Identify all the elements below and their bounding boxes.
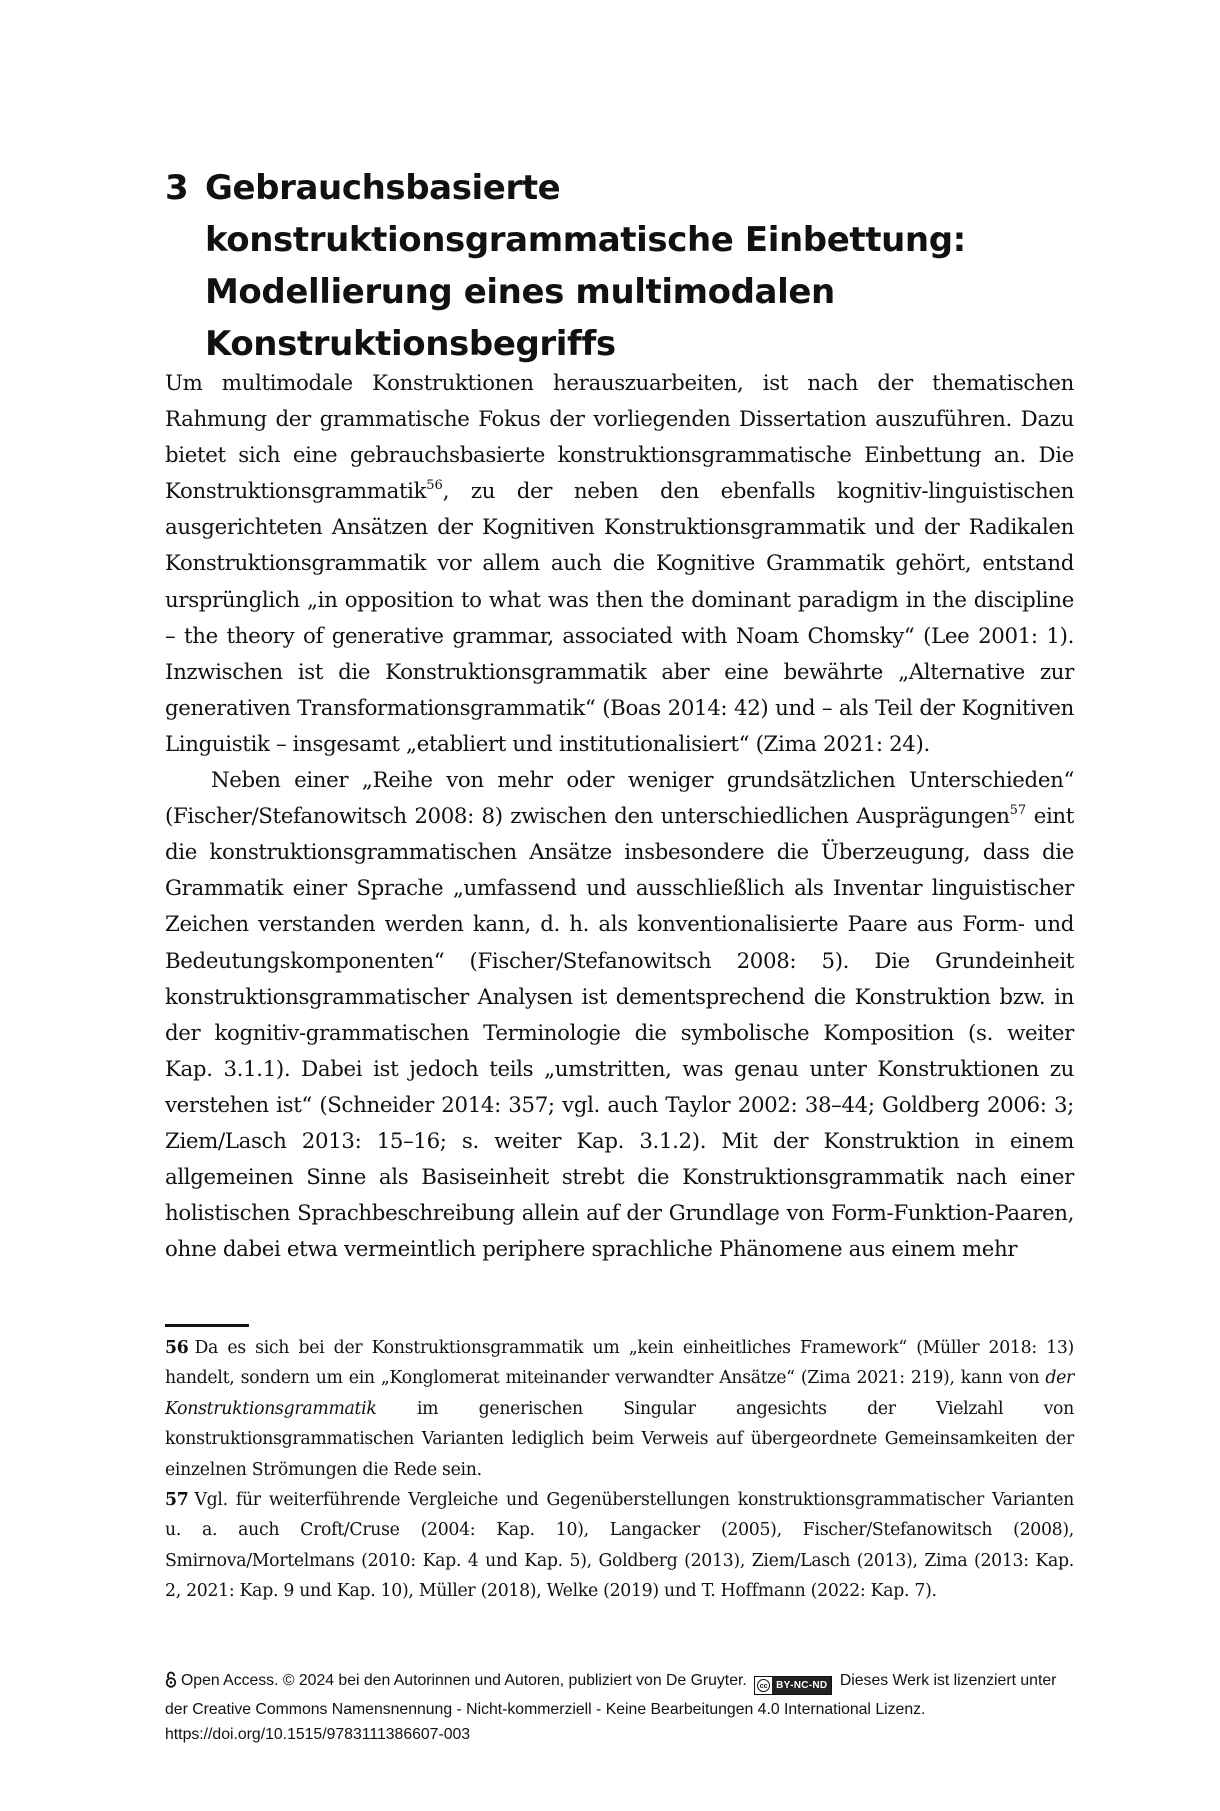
chapter-heading [165,162,1085,370]
paragraph-1-text-a: Um multimodale Konstruktionen herauszuarbeiten, ist nach der thematischen Rahmung der grammatische Fokus der vorliegenden Dissertation auszuführen. Dazu bietet sich eine gebrauchsbasierte konstruktionsgrammatische Einbettung an. Die Konstruktionsgrammatik [165,371,1074,505]
footnotes [165,1333,1074,1607]
cc-icon: cc [757,1679,770,1692]
footnote-56 [165,1333,1074,1485]
footnote-57-text: Vgl. für weiterführende Vergleiche und Gegenüberstellungen konstruktionsgrammatischer Varianten u. a. auch Croft/Cruse (2004: Kap. 10), Langacker (2005), Fischer/Stefanowitsch (2008), Smirnova/Mortelmans (2010: Kap. 4 und Kap. 5), Goldberg (2013), Ziem/Lasch (2013), Zima (2013: Kap. 2, 2021: Kap. 9 und Kap. 10), Müller (2018), Welke (2019) und T. Hoffmann (2022: Kap. 7). [165,1490,1074,1602]
paragraph-2 [165,763,1074,1268]
paragraph-1-text-b: , zu der neben den ebenfalls kognitiv-linguistischen ausgerichteten Ansätzen der Kognitiven Konstruktionsgrammatik und der Radikalen Konstruktionsgrammatik vor allem auch die Kognitive Grammatik gehört, entstand ursprünglich „in opposition to what was then the dominant paradigm in the discipline – the theory of generative grammar, associated with Noam Chomsky“ (Lee 2001: 1). Inzwischen ist die Konstruktionsgrammatik aber eine bewährte „Alternative zur generativen Transformationsgrammatik“ (Boas 2014: 42) und – als Teil der Kognitiven Linguistik – insgesamt „etabliert und institutionalisiert“ (Zima 2021: 24). [165,479,1074,757]
paragraph-2-text-b: eint die konstruktionsgrammatischen Ansätze insbesondere die Überzeugung, dass die Grammatik einer Sprache „umfassend und ausschließlich als Inventar linguistischer Zeichen verstanden werden kann, d. h. als konventionalisierte Paare aus Form- und Bedeutungskomponenten“ (Fischer/Stefanowitsch 2008: 5). Die Grundeinheit konstruktionsgrammatischer Analysen ist dementsprechend die Konstruktion bzw. in der kognitiv-grammatischen Terminologie die symbolische Komposition (s. weiter Kap. 3.1.1). Dabei ist jedoch teils „umstritten, was genau unter Konstruktionen zu verstehen ist“ (Schneider 2014: 357; vgl. auch Taylor 2002: 38–44; Goldberg 2006: 3; Ziem/Lasch 2013: 15–16; s. weiter Kap. 3.1.2). Mit der Konstruktion in einem allgemeinen Sinne als Basiseinheit strebt die Konstruktionsgrammatik nach einer holistischen Sprachbeschreibung allein auf der Grundlage von Form-Funktion-Paaren, ohne dabei etwa vermeintlich periphere sprachliche Phänomene aus einem mehr [165,804,1074,1263]
chapter-title: Gebrauchsbasierte konstruktionsgrammatische Einbettung: Modellierung eines multimodalen Konstruktionsbegriffs [205,168,966,364]
footnote-56-text-a: Da es sich bei der Konstruktionsgrammatik um „kein einheitliches Framework“ (Müller 2018: 13) handelt, sondern um ein „Konglomerat miteinander verwandter Ansätze“ (Zima 2021: 219), kann von [165,1338,1074,1389]
footnote-ref-56[interactable]: 56 [426,478,443,494]
license-text [165,1668,1065,1748]
cc-license-code: BY-NC-ND [772,1677,831,1694]
open-access-icon [165,1671,177,1697]
license-text-a: Open Access. © 2024 bei den Autorinnen und Autoren, publiziert von De Gruyter. [181,1672,747,1689]
footnote-number: 57 [165,1490,189,1511]
doi-link[interactable]: https://doi.org/10.1515/9783111386607-003 [165,1726,471,1744]
paragraph-2-text-a: Neben einer „Reihe von mehr oder weniger grundsätzlichen Unterschieden“ (Fischer/Stefanowitsch 2008: 8) zwischen den unterschiedlichen Ausprägungen [165,768,1074,830]
cc-license-badge[interactable] [754,1676,832,1695]
license-notice [165,1668,1065,1748]
chapter-number: 3 [165,168,189,208]
footnote-number: 56 [165,1338,189,1358]
footnote-divider [165,1324,249,1327]
footnote-56-text-b: im generischen Singular angesichts der Vielzahl von konstruktionsgrammatischen Varianten lediglich beim Verweis auf übergeordnete Gemeinsamkeiten der einzelnen Strömungen die Rede sein. [165,1398,1074,1480]
paragraph-1 [165,366,1074,763]
footnote-ref-57[interactable]: 57 [1009,803,1027,819]
body-text [165,366,1074,1268]
footnote-56-italic: der Konstruktionsgrammatik [165,1368,1074,1419]
footnote-57 [165,1485,1074,1607]
license-text-b: Dieses Werk ist lizenziert unter der Creative Commons Namensnennung - Nicht-kommerziell - Keine Bearbeitungen 4.0 International Lizenz. [165,1672,1057,1718]
